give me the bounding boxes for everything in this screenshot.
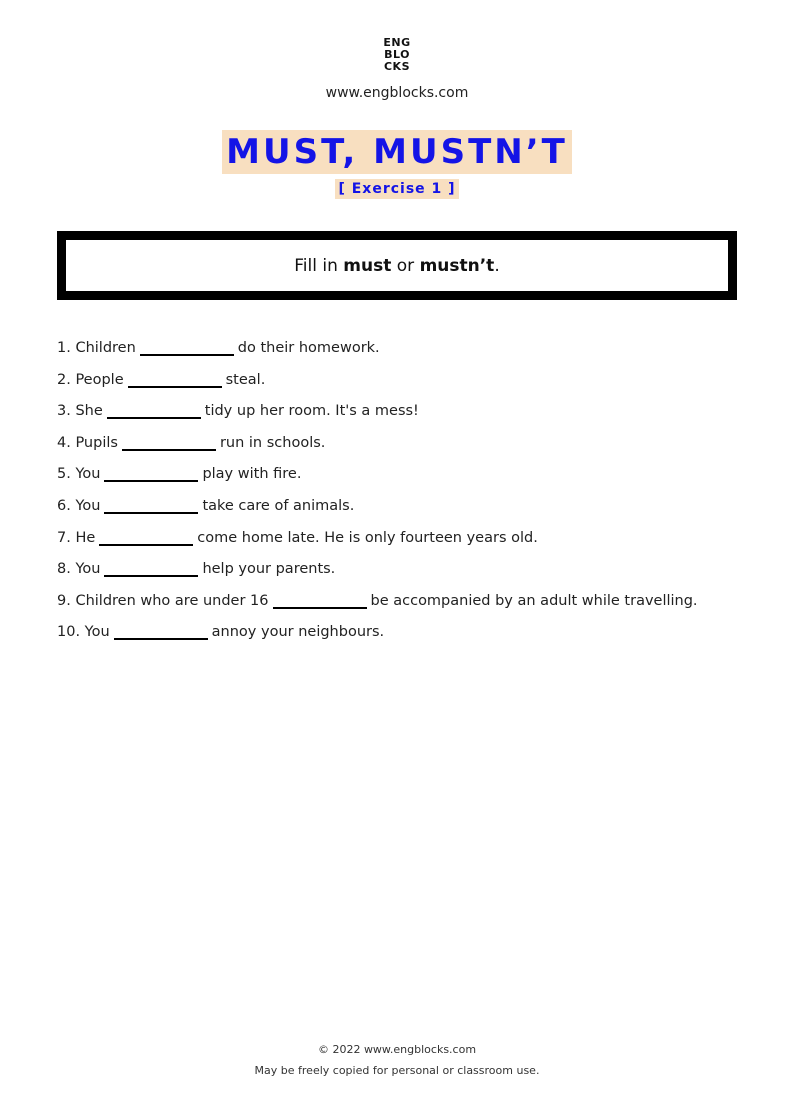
answer-blank[interactable] [104,498,198,514]
exercise-text-after: come home late. He is only fourteen years old. [197,529,538,546]
exercise-item-2 [57,370,747,402]
exercise-item-1 [57,338,747,370]
exercise-item-6 [57,496,747,528]
answer-blank[interactable] [99,530,193,546]
answer-blank[interactable] [122,435,216,451]
exercise-text-after: take care of animals. [202,497,355,514]
exercise-text-before: 4. Pupils [57,434,118,451]
footer-copyright: © 2022 www.engblocks.com [317,1043,477,1056]
answer-blank[interactable] [114,624,208,640]
instruction-word-mustnt: mustn’t [419,255,495,276]
exercise-text-after: help your parents. [202,561,336,578]
exercise-item-10 [57,622,747,654]
logo-line-2: BLO [384,48,410,61]
answer-blank[interactable] [104,466,198,482]
exercise-item-4 [57,433,747,465]
exercise-text-after: play with fire. [202,466,302,483]
instruction-suffix: . [494,255,500,276]
exercise-text-before: 2. People [57,371,124,388]
logo-line-3: CKS [383,60,411,73]
title-container [0,130,794,174]
exercise-text-after: do their homework. [237,340,380,356]
exercise-text-before: 7. He [57,529,96,546]
answer-blank[interactable] [140,340,234,356]
engblocks-logo [0,37,794,73]
exercise-item-9 [57,591,747,623]
exercise-text-after: tidy up her room. It's a mess! [204,403,419,420]
exercise-item-7 [57,528,747,560]
exercise-text-before: 3. She [57,403,103,420]
instruction-prefix: Fill in [294,255,344,276]
logo-line-1: ENG [383,36,411,49]
instruction-word-must: must [343,255,392,276]
exercise-item-3 [57,401,747,433]
exercise-text-before: 9. Children who are under 16 [57,592,269,609]
exercise-list [57,338,747,654]
answer-blank[interactable] [107,403,201,419]
page-title: MUST, MUSTN’T [222,130,572,174]
exercise-text-before: 10. You [57,624,110,641]
exercise-text-after: run in schools. [219,434,326,451]
instruction-box [57,231,737,300]
exercise-text-after: annoy your neighbours. [211,624,385,641]
exercise-item-8 [57,559,747,591]
instruction-middle: or [391,255,420,276]
site-url: www.engblocks.com [325,85,469,101]
exercise-text-before: 5. You [57,466,101,483]
exercise-text-before: 6. You [57,497,101,514]
answer-blank[interactable] [104,561,198,577]
exercise-text-after: steal. [225,371,266,388]
exercise-subtitle: [ Exercise 1 ] [335,179,458,199]
subtitle-container [0,178,794,199]
footer-license: May be freely copied for personal or classroom use. [254,1064,540,1077]
exercise-item-5 [57,464,747,496]
answer-blank[interactable] [128,372,222,388]
exercise-text-before: 8. You [57,561,101,578]
exercise-text-before: 1. Children [57,340,136,356]
exercise-text-after: be accompanied by an adult while travelling. [370,592,698,609]
answer-blank[interactable] [273,593,367,609]
